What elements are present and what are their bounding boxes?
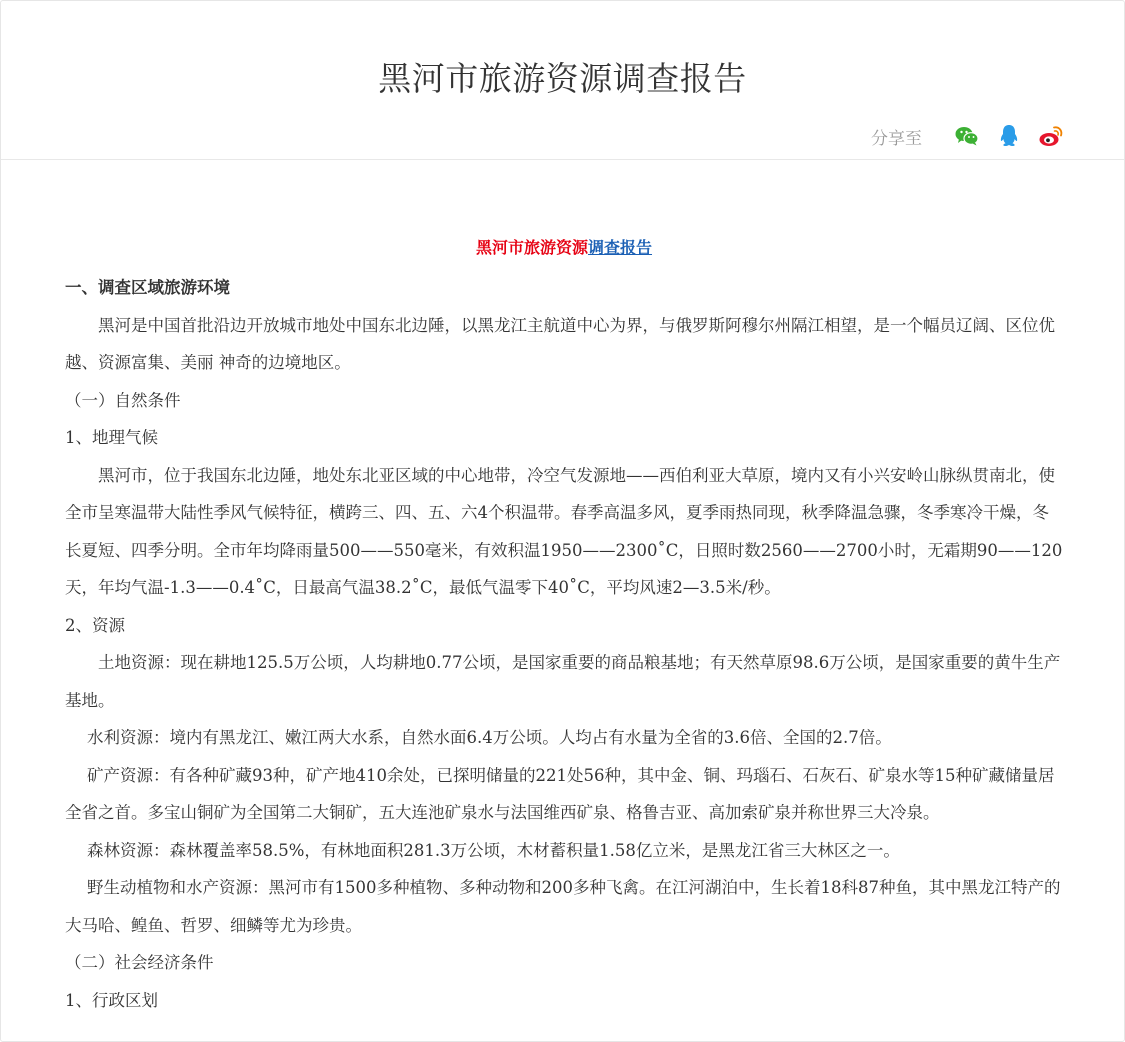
- paragraph: 土地资源：现在耕地125.5万公顷，人均耕地0.77公顷，是国家重要的商品粮基地；有天然草原98.6万公顷，是国家重要的黄牛生产基地。: [65, 653, 1061, 710]
- subsection-heading: 1、地理气候: [65, 428, 158, 447]
- qq-icon[interactable]: [996, 123, 1022, 149]
- paragraph: 水利资源：境内有黑龙江、嫩江两大水系，自然水面6.4万公顷。人均占有水量为全省的3.6倍、全国的2.7倍。: [87, 728, 892, 747]
- subsection-heading: 2、资源: [65, 615, 125, 635]
- article-title: [65, 237, 1063, 259]
- subsection-heading: （二）社会经济条件: [65, 953, 214, 972]
- paragraph: 野生动植物和水产资源：黑河市有1500多种植物、多种动物和200多种飞禽。在江河湖泊中，生长着18科87种鱼，其中黑龙江特产的大马哈、鳇鱼、哲罗、细鳞等尤为珍贵。: [65, 878, 1061, 935]
- share-label: 分享至: [871, 128, 922, 149]
- subsection-heading: （一）自然条件: [65, 390, 181, 410]
- article-title-link[interactable]: 调查报告: [588, 238, 653, 257]
- paragraph: 黑河市，位于我国东北边陲，地处东北亚区域的中心地带，冷空气发源地——西伯利亚大草原，境内又有小兴安岭山脉纵贯南北，使全市呈寒温带大陆性季风气候特征，横跨三、四、五、六4个积温带。春季高温多风，夏季雨热同现，秋季降温急骤，冬季寒冷干燥，冬长夏短、四季分明。全市年均降雨量500——550毫米，有效积温1950——2300˚C，日照时数2560——2700小时，无霜期90——120天，年均气温-1.3——0.4˚C，日最高气温38.2˚C，最低气温零下40˚C，平均风速2—3.5米/秒。: [65, 465, 1063, 597]
- section-heading: 一、调查区域旅游环境: [65, 278, 230, 297]
- article-title-text: 黑河市旅游资源: [475, 238, 588, 257]
- paragraph: 矿产资源：有各种矿藏93种，矿产地410余处，已探明储量的221处56种，其中金、铜、玛瑙石、石灰石、矿泉水等15种矿藏储量居全省之首。多宝山铜矿为全国第二大铜矿，五大连池矿泉水与法国维西矿泉、格鲁吉亚、高加索矿泉并称世界三大冷泉。: [65, 765, 1055, 822]
- wechat-icon[interactable]: [954, 123, 980, 149]
- page-title: 黑河市旅游资源调查报告: [378, 59, 747, 98]
- paragraph: 黑河是中国首批沿边开放城市地处中国东北边陲，以黑龙江主航道中心为界，与俄罗斯阿穆尔州隔江相望，是一个幅员辽阔、区位优越、资源富集、美丽 神奇的边境地区。: [65, 315, 1055, 372]
- share-bar: [871, 121, 1064, 151]
- paragraph: 森林资源：森林覆盖率58.5%，有林地面积281.3万公顷，木材蓄积量1.58亿立米，是黑龙江省三大林区之一。: [87, 840, 900, 860]
- document-header: [1, 1, 1124, 160]
- subsection-heading: 1、行政区划: [65, 990, 158, 1010]
- article-body: [65, 237, 1063, 1019]
- weibo-icon[interactable]: [1038, 123, 1064, 149]
